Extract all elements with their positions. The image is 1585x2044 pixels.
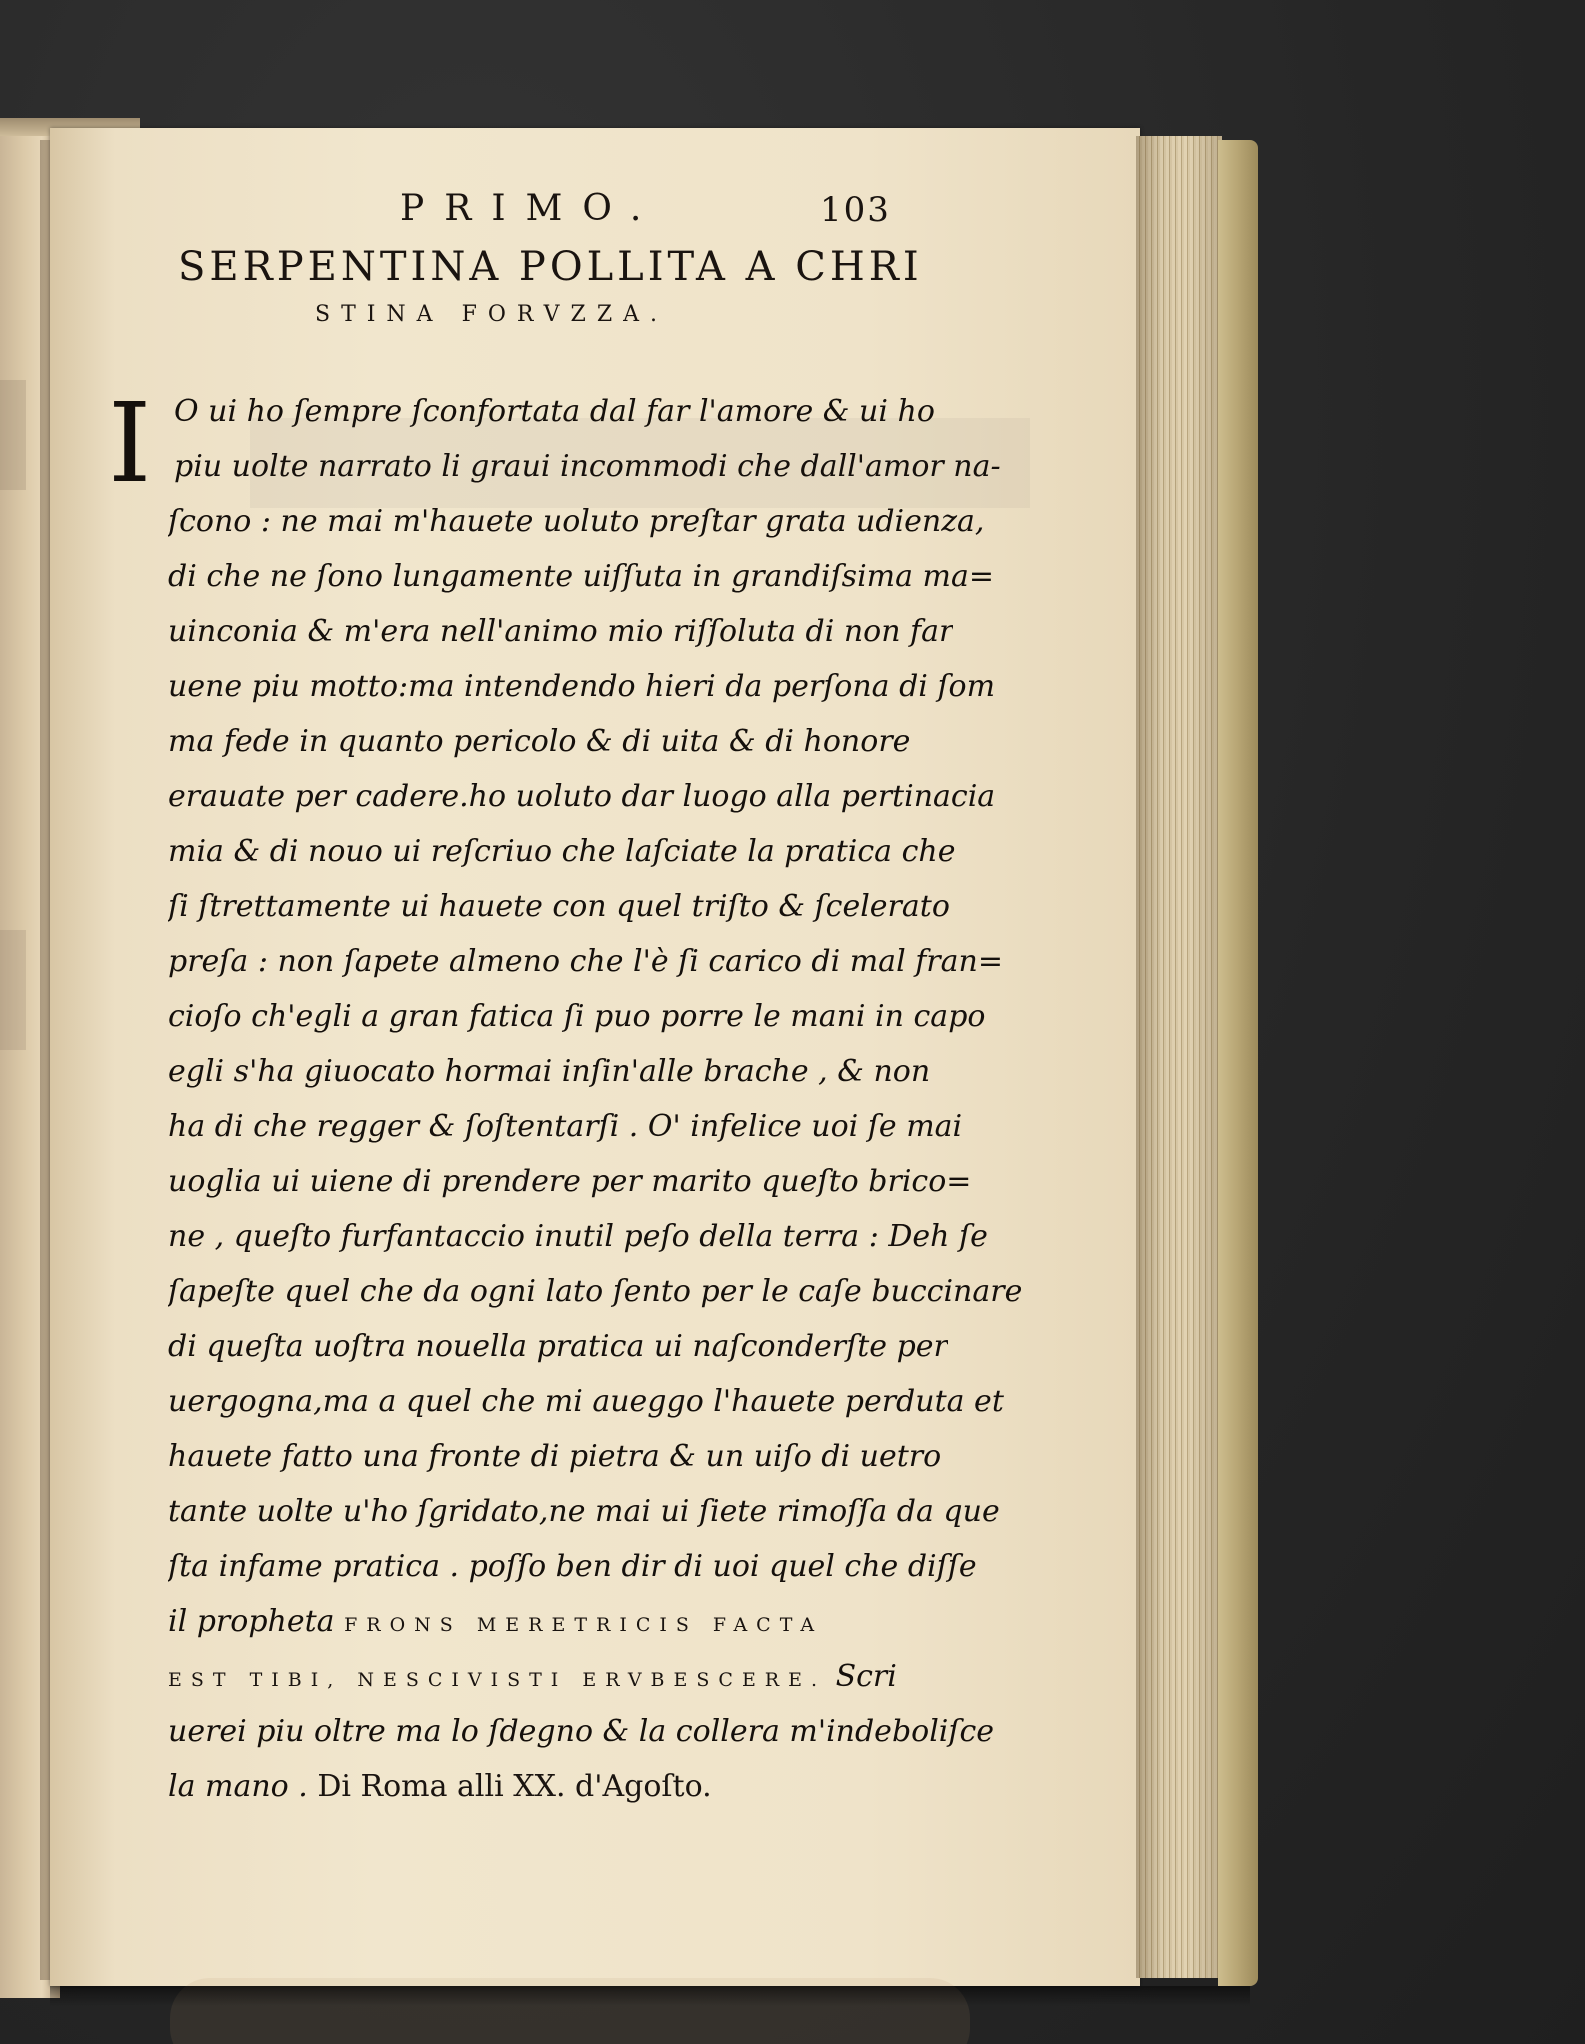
body-line: ma fede in quanto pericolo & di uita & di honore [168,724,911,759]
book-shadow [50,1986,1250,2006]
date-line: Di Roma alli XX. d'Agoſto. [317,1769,712,1804]
page-number: 103 [820,190,891,230]
body-line-mixed [168,1659,897,1709]
closing-line [168,1769,712,1819]
body-line: ſi ſtrettamente ui hauete con quel triſto & ſcelerato [168,889,950,924]
body-line: cioſo ch'egli a gran fatica ſi puo porre le mani in capo [168,999,986,1034]
drop-cap: I [108,379,152,507]
body-line: mia & di nouo ui reſcriuo che laſciate la pratica che [168,834,956,869]
body-line-mixed [168,1604,823,1654]
body-line: uinconia & m'era nell'animo mio riſſoluta di non far [168,614,954,649]
body-line: erauate per cadere.ho uoluto dar luogo alla pertinacia [168,779,996,814]
body-line: ſapeſte quel che da ogni lato ſento per le caſe buccinare [168,1274,1023,1309]
body-line: hauete fatto una fronte di pietra & un uiſo di uetro [168,1439,942,1474]
body-line: di queſta uoſtra nouella pratica ui naſconderſte per [168,1329,948,1364]
body-line: di che ne ſono lungamente uiſſuta in grandiſsima ma= [168,559,994,594]
running-head: PRIMO. [400,188,662,229]
body-line-italic-part: Scri [826,1659,897,1694]
body-line-italic-part: la mano . [168,1769,318,1804]
body-line: egli s'ha giuocato hormai inſin'alle brache , & non [168,1054,931,1089]
body-line: piu uolte narrato li graui incommodi che dall'amor na- [174,449,1001,484]
body-line: O ui ho ſempre ſconfortata dal far l'amore & ui ho [174,394,935,429]
previous-page-text-ghost [0,380,26,490]
body-line: uoglia ui uiene di prendere per marito queſto brico= [168,1164,972,1199]
quotation-small-caps: FRONS MERETRICIS FACTA [344,1614,824,1636]
quotation-small-caps: EST TIBI, NESCIVISTI ERVBESCERE. [168,1669,827,1691]
letter-title-line-2: STINA FORVZZA. [315,302,668,327]
book-cover-edge [1218,140,1258,1986]
body-line-italic-part: il propheta [168,1604,345,1639]
fore-edge-shading [1136,136,1222,1978]
body-line: tante uolte u'ho ſgridato,ne mai ui ſiete rimoſſa da que [168,1494,1000,1529]
body-line: ne , queſto furfantaccio inutil peſo della terra : Deh ſe [168,1219,988,1254]
body-line: ha di che regger & ſoſtentarſi . O' infelice uoi ſe mai [168,1109,963,1144]
body-line: uerei piu oltre ma lo ſdegno & la collera m'indeboliſce [168,1714,995,1749]
previous-page-text-ghost [0,930,26,1050]
body-line: preſa : non ſapete almeno che l'è ſi carico di mal fran= [168,944,1003,979]
body-line: ſcono : ne mai m'hauete uoluto preſtar grata udienza, [168,504,985,539]
letter-title-line-1: SERPENTINA POLLITA A CHRI [178,244,923,290]
body-line: uergogna,ma a quel che mi aueggo l'hauete perduta et [168,1384,1004,1419]
body-line: ſta infame pratica . poſſo ben dir di uoi quel che diſſe [168,1549,977,1584]
body-line: uene piu motto:ma intendendo hieri da perſona di ſom [168,669,996,704]
